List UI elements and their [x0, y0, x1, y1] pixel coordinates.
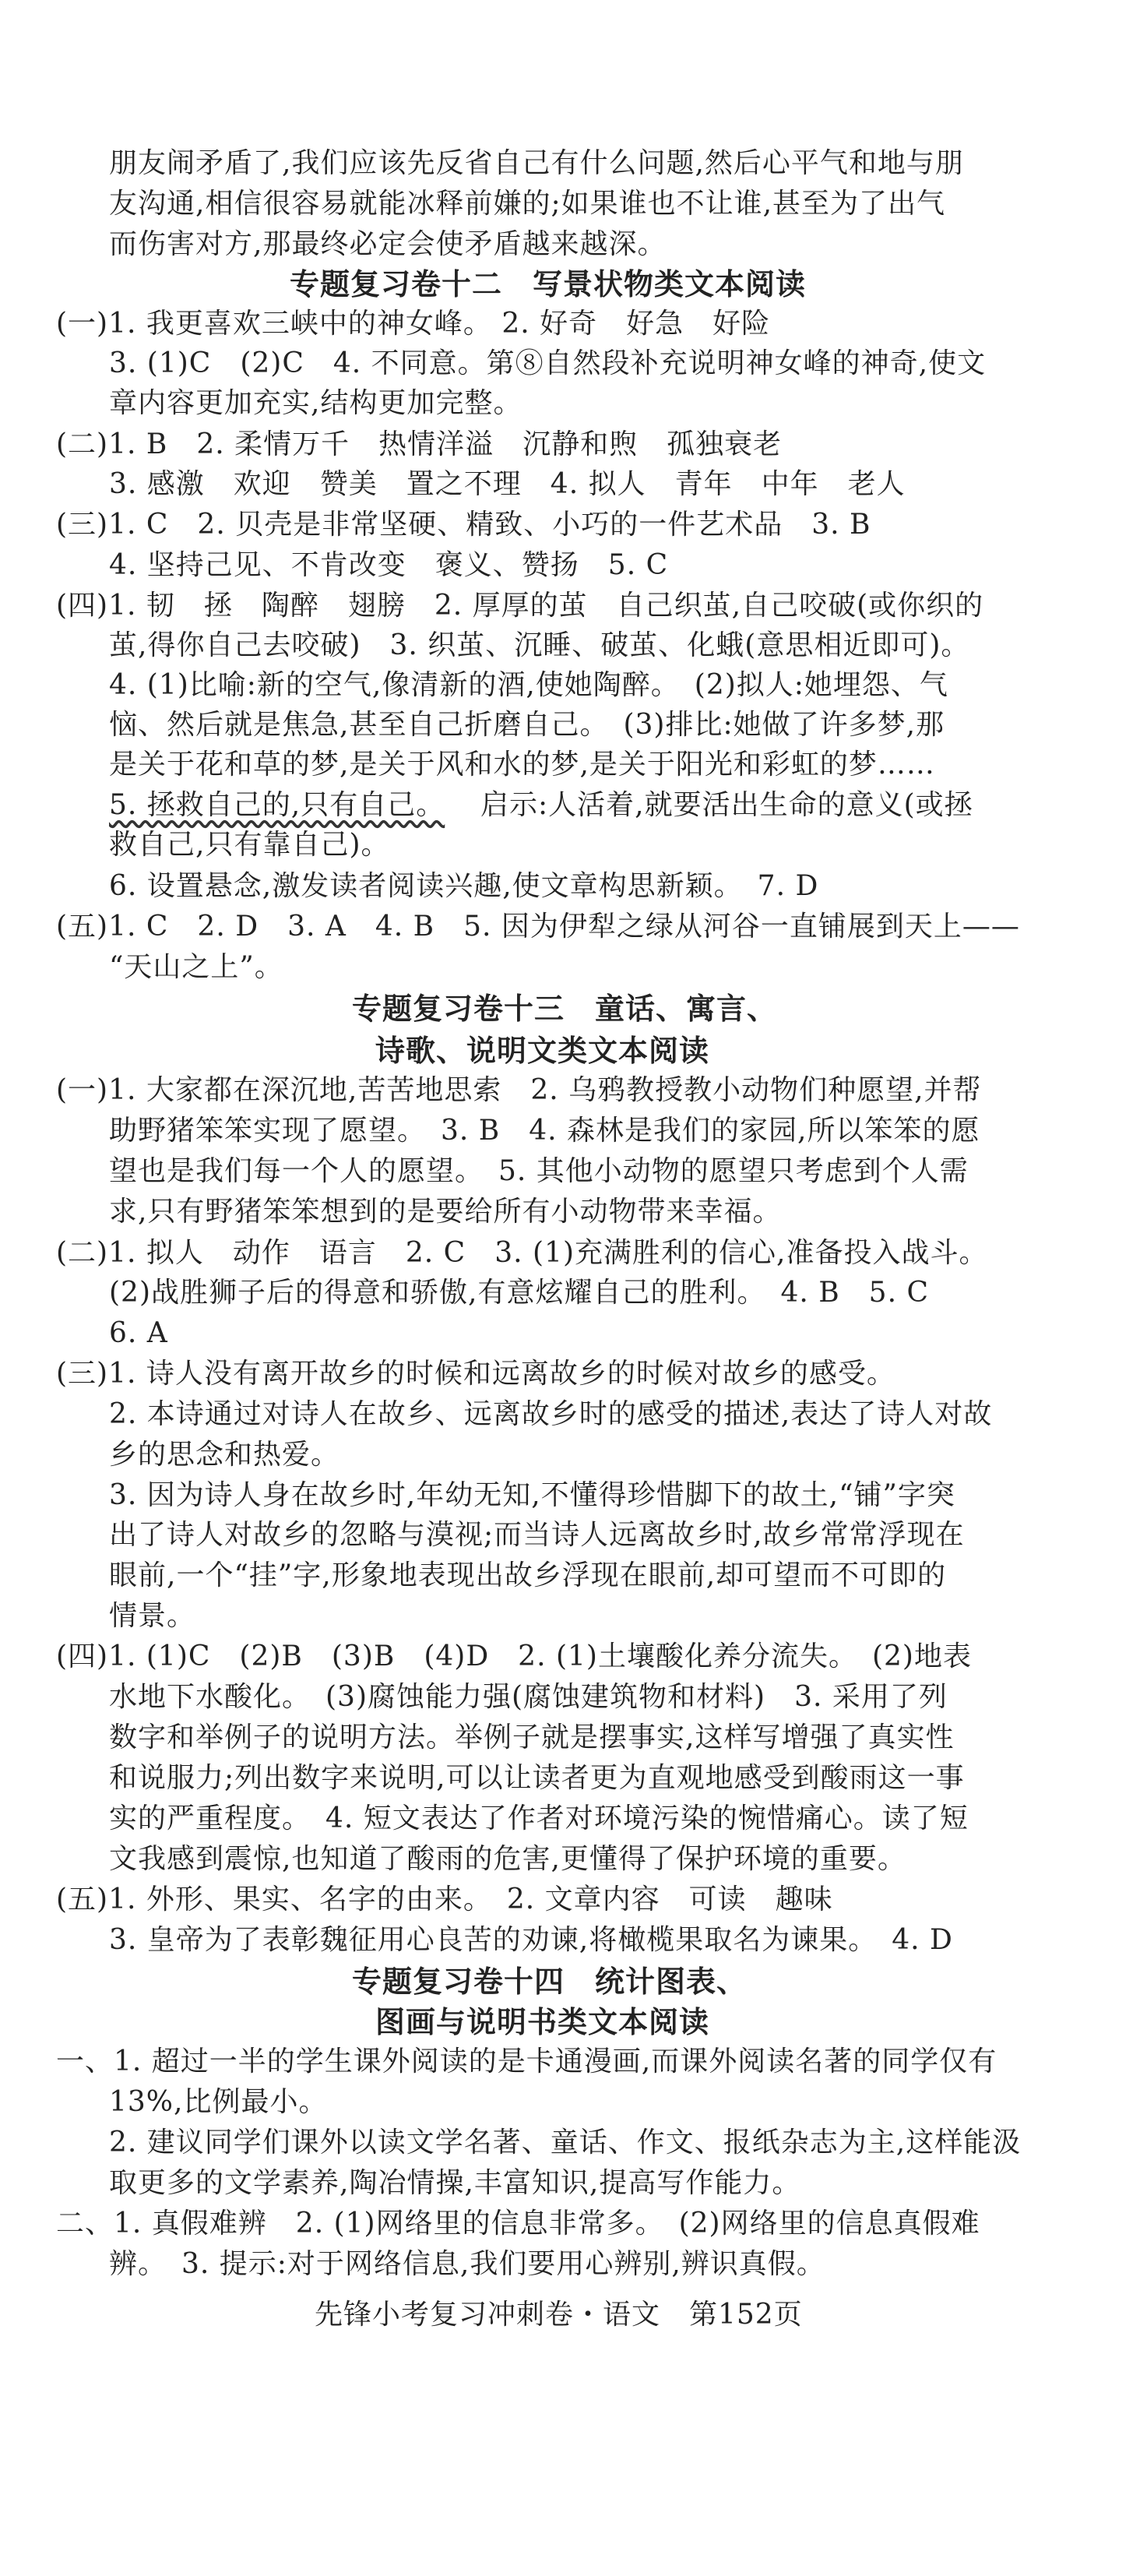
- text-line: 一、1. 超过一半的学生课外阅读的是卡通漫画,而课外阅读名著的同学仅有: [56, 2046, 997, 2077]
- text-line: (四)1. 韧 拯 陶醉 翅膀 2. 厚厚的茧 自己织茧,自己咬破(或你织的: [56, 590, 984, 622]
- text-line: 朋友闹矛盾了,我们应该先反省自己有什么问题,然后心平气和地与朋: [109, 147, 964, 179]
- text-line: 乡的思念和热爱。: [109, 1439, 340, 1471]
- text-line: (一)1. 我更喜欢三峡中的神女峰。 2. 好奇 好急 好险: [56, 308, 771, 340]
- text-line: 文我感到震惊,也知道了酸雨的危害,更懂得了保护环境的重要。: [109, 1843, 906, 1875]
- text-line: 数字和举例子的说明方法。举例子就是摆事实,这样写增强了真实性: [109, 1721, 955, 1753]
- text-line: (一)1. 大家都在深沉地,苦苦地思索 2. 乌鸦教授教小动物们种愿望,并帮: [56, 1074, 982, 1106]
- text-line: 实的严重程度。 4. 短文表达了作者对环境污染的惋惜痛心。读了短: [109, 1802, 969, 1834]
- section-title: 专题复习卷十三 童话、寓言、: [352, 992, 778, 1026]
- text-line: (二)1. 拟人 动作 语言 2. C 3. (1)充满胜利的信心,准备投入战斗。: [56, 1237, 988, 1269]
- text-line: 出了诗人对故乡的忽略与漠视;而当诗人远离故乡时,故乡常常浮现在: [109, 1519, 965, 1551]
- text-line: 友沟通,相信很容易就能冰释前嫌的;如果谁也不让谁,甚至为了出气: [109, 188, 946, 220]
- text-line: 二、1. 真假难辨 2. (1)网络里的信息非常多。 (2)网络里的信息真假难: [56, 2208, 980, 2239]
- page-footer: 先锋小考复习冲刺卷・语文 第152页: [315, 2299, 803, 2331]
- section-title: 专题复习卷十二 写景状物类文本阅读: [290, 267, 807, 301]
- text-line: 3. 感激 欢迎 赞美 置之不理 4. 拟人 青年 中年 老人: [109, 468, 906, 500]
- text-line: (2)战胜狮子后的得意和骄傲,有意炫耀自己的胜利。 4. B 5. C: [109, 1277, 930, 1309]
- section-title: 诗歌、说明文类文本阅读: [375, 1034, 710, 1068]
- text-line: 6. A: [109, 1317, 168, 1349]
- text-line: 水地下水酸化。 (3)腐蚀能力强(腐蚀建筑物和材料) 3. 采用了列: [109, 1681, 948, 1713]
- text-line: 4. (1)比喻:新的空气,像清新的酒,使她陶醉。 (2)拟人:她埋怨、气: [109, 669, 948, 701]
- text-line: 望也是我们每一个人的愿望。 5. 其他小动物的愿望只考虑到个人需: [109, 1155, 969, 1187]
- text-line: 13%,比例最小。: [109, 2086, 328, 2118]
- text-line: 4. 坚持己见、不肯改变 褒义、赞扬 5. C: [109, 549, 669, 581]
- text-line: (三)1. C 2. 贝壳是非常坚硬、精致、小巧的一件艺术品 3. B: [56, 509, 871, 541]
- text-line: 6. 设置悬念,激发读者阅读兴趣,使文章构思新颖。 7. D: [109, 870, 819, 902]
- text-line: 3. 因为诗人身在故乡时,年幼无知,不懂得珍惜脚下的故土,“铺”字突: [109, 1479, 955, 1511]
- text-line: 茧,得你自己去咬破) 3. 织茧、沉睡、破茧、化蛾(意思相近即可)。: [109, 629, 970, 661]
- section-title: 图画与说明书类文本阅读: [375, 2005, 710, 2039]
- text-line: 3. 皇帝为了表彰魏征用心良苦的劝谏,将橄榄果取名为谏果。 4. D: [109, 1924, 953, 1956]
- text-line: 启示:人活着,就要活出生命的意义(或拯: [452, 789, 973, 821]
- text-line: 和说服力;列出数字来说明,可以让读者更为直观地感受到酸雨这一事: [109, 1762, 965, 1794]
- text-line: (五)1. C 2. D 3. A 4. B 5. 因为伊犁之绿从河谷一直铺展到天上——: [56, 911, 1020, 943]
- text-line: (五)1. 外形、果实、名字的由来。 2. 文章内容 可读 趣味: [56, 1884, 833, 1915]
- text-line: (三)1. 诗人没有离开故乡的时候和远离故乡的时候对故乡的感受。: [56, 1358, 895, 1390]
- text-line: 章内容更加充实,结构更加完整。: [109, 387, 522, 419]
- text-line: 辨。 3. 提示:对于网络信息,我们要用心辨别,辨识真假。: [109, 2248, 825, 2280]
- text-line: 2. 建议同学们课外以读文学名著、童话、作文、报纸杂志为主,这样能汲: [109, 2127, 1022, 2158]
- text-line: 救自己,只有靠自己)。: [109, 829, 390, 861]
- text-line: 而伤害对方,那最终必定会使矛盾越来越深。: [109, 228, 667, 260]
- text-line: 是关于花和草的梦,是关于风和水的梦,是关于阳光和彩虹的梦……: [109, 749, 935, 781]
- text-line: 求,只有野猪笨笨想到的是要给所有小动物带来幸福。: [109, 1196, 782, 1228]
- text-line: 3. (1)C (2)C 4. 不同意。第⑧自然段补充说明神女峰的神奇,使文: [109, 347, 987, 379]
- text-line: “天山之上”。: [109, 951, 283, 983]
- text-line: 取更多的文学素养,陶冶情操,丰富知识,提高写作能力。: [109, 2167, 801, 2199]
- text-line: (二)1. B 2. 柔情万千 热情洋溢 沉静和煦 孤独衰老: [56, 428, 783, 460]
- section-title: 专题复习卷十四 统计图表、: [352, 1965, 748, 1999]
- text-line: (四)1. (1)C (2)B (3)B (4)D 2. (1)土壤酸化养分流失。 (2)地表: [56, 1640, 972, 1672]
- text-line-underlined: 5. 拯救自己的,只有自己。: [109, 789, 445, 821]
- text-line: 恼、然后就是焦急,甚至自己折磨自己。 (3)排比:她做了许多梦,那: [109, 709, 945, 741]
- text-line: 眼前,一个“挂”字,形象地表现出故乡浮现在眼前,却可望而不可即的: [109, 1559, 947, 1591]
- text-line: 2. 本诗通过对诗人在故乡、远离故乡时的感受的描述,表达了诗人对故: [109, 1398, 993, 1430]
- text-line: 助野猪笨笨实现了愿望。 3. B 4. 森林是我们的家园,所以笨笨的愿: [109, 1115, 980, 1147]
- text-line: 情景。: [109, 1600, 196, 1632]
